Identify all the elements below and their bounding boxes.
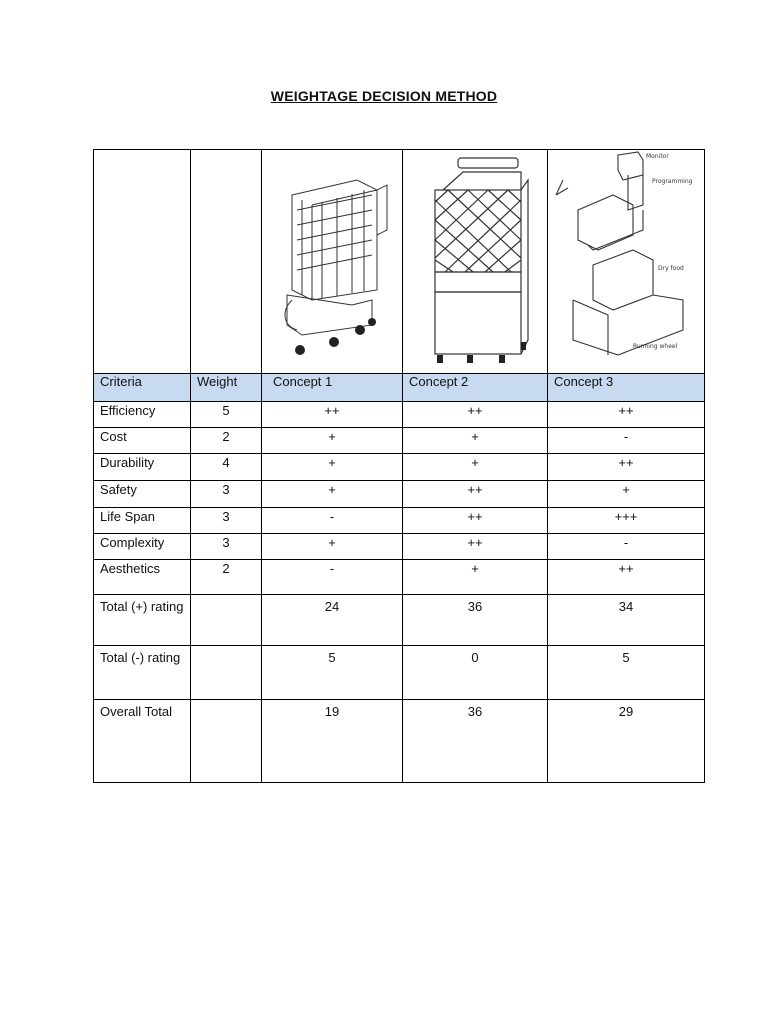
criteria-cell: Complexity (94, 534, 191, 560)
weight-cell: 2 (191, 560, 262, 595)
table-row (94, 508, 705, 534)
weight-cell: 3 (191, 508, 262, 534)
header-concept3: Concept 3 (548, 374, 705, 402)
table-row (94, 454, 705, 481)
table-row (94, 402, 705, 428)
weight-cell: 2 (191, 428, 262, 454)
concept3-sketch-cell (548, 150, 705, 374)
concept2-total-cell: 36 (403, 595, 548, 646)
concept2-sketch-cell (403, 150, 548, 374)
header-row (94, 374, 705, 402)
header-concept1: Concept 1 (262, 374, 403, 402)
concept1-cell: + (262, 428, 403, 454)
concept1-total-cell: 5 (262, 646, 403, 700)
header-criteria: Criteria (94, 374, 191, 402)
concept2-cell: ++ (403, 508, 548, 534)
total-row (94, 595, 705, 646)
concept1-cell: + (262, 534, 403, 560)
criteria-cell: Life Span (94, 508, 191, 534)
concept2-cell: ++ (403, 534, 548, 560)
concept1-cell: - (262, 508, 403, 534)
empty-cell (94, 150, 191, 374)
sketch-label-monitor: Monitor (646, 153, 669, 160)
concept3-cell: + (548, 481, 705, 508)
concept2-cell: + (403, 454, 548, 481)
empty-cell (191, 150, 262, 374)
concept3-total-cell: 34 (548, 595, 705, 646)
weight-cell: 5 (191, 402, 262, 428)
table-row (94, 534, 705, 560)
weight-cell: 4 (191, 454, 262, 481)
concept2-total-cell: 0 (403, 646, 548, 700)
concept3-cell: - (548, 534, 705, 560)
concept3-total-cell: 29 (548, 700, 705, 783)
criteria-cell: Safety (94, 481, 191, 508)
header-weight: Weight (191, 374, 262, 402)
concept2-total-cell: 36 (403, 700, 548, 783)
total-label-cell: Overall Total (94, 700, 191, 783)
empty-cell (191, 646, 262, 700)
concept1-cell: + (262, 481, 403, 508)
weight-cell: 3 (191, 534, 262, 560)
decision-matrix-table (93, 149, 705, 783)
weight-cell: 3 (191, 481, 262, 508)
concept2-cell: + (403, 560, 548, 595)
total-label-cell: Total (+) rating (94, 595, 191, 646)
concept3-total-cell: 5 (548, 646, 705, 700)
concept3-tiered-sketch (548, 150, 705, 373)
concept2-cell: ++ (403, 402, 548, 428)
criteria-cell: Durability (94, 454, 191, 481)
concept1-total-cell: 24 (262, 595, 403, 646)
criteria-cell: Aesthetics (94, 560, 191, 595)
sketch-row (94, 150, 705, 374)
concept3-cell: ++ (548, 402, 705, 428)
sketch-label-programming: Programming (652, 178, 693, 185)
concept2-cabinet-sketch (403, 150, 548, 373)
concept3-cell: - (548, 428, 705, 454)
empty-cell (191, 595, 262, 646)
table-row (94, 481, 705, 508)
sketch-label-dry-food: Dry food (658, 265, 684, 272)
header-concept2: Concept 2 (403, 374, 548, 402)
total-row (94, 646, 705, 700)
concept2-cell: ++ (403, 481, 548, 508)
concept3-cell: ++ (548, 560, 705, 595)
empty-cell (191, 700, 262, 783)
total-row (94, 700, 705, 783)
concept2-cell: + (403, 428, 548, 454)
table-row (94, 560, 705, 595)
criteria-cell: Efficiency (94, 402, 191, 428)
total-label-cell: Total (-) rating (94, 646, 191, 700)
concept1-cart-sketch (262, 150, 403, 373)
concept1-sketch-cell (262, 150, 403, 374)
concept1-cell: ++ (262, 402, 403, 428)
concept1-cell: + (262, 454, 403, 481)
concept3-cell: ++ (548, 454, 705, 481)
table-row (94, 428, 705, 454)
sketch-label-running-wheel: Running wheel (633, 343, 678, 350)
concept3-cell: +++ (548, 508, 705, 534)
concept1-total-cell: 19 (262, 700, 403, 783)
document-title: WEIGHTAGE DECISION METHOD (270, 88, 498, 104)
criteria-cell: Cost (94, 428, 191, 454)
concept1-cell: - (262, 560, 403, 595)
